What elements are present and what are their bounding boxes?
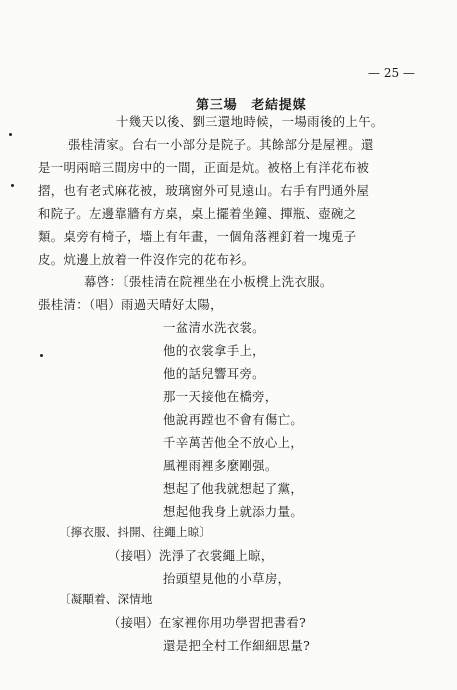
song-line: （接唱）洗淨了衣裳繩上晾， — [108, 548, 274, 563]
setting-line-5: 類。桌旁有椅子，墻上有年畫，一個角落裡釘着一塊兎子 — [38, 229, 357, 244]
song-line: （接唱）在家裡你用功學習把書看? — [108, 615, 307, 630]
setting-line-2: 是一明兩暗三間房中的一間，正面是炕。被格上有洋花布被 — [38, 160, 370, 175]
song-line: 想起他我身上就添力量。 — [163, 504, 304, 519]
song-line: 想起了他我就想起了黨， — [163, 481, 304, 496]
stage-direction: 〔擰衣服、抖開、往繩上晾〕 — [59, 525, 212, 539]
setting-line-4: 和院子。左邊靠牆有方桌，桌上擺着坐鐘、撣瓶、壺碗之 — [38, 206, 357, 221]
scan-speck — [40, 354, 43, 357]
song-line: 千辛萬苦他全不放心上， — [163, 435, 304, 450]
page-number: — 25 — — [368, 66, 415, 80]
song-line: 那一天接他在橋旁， — [163, 389, 278, 404]
setting-line-3: 摺，也有老式麻花被，玻璃窗外可見遠山。右手有門通外屋 — [38, 183, 370, 198]
song-line: 他說再蹚也不會有傷亡。 — [163, 412, 304, 427]
scan-speck — [9, 133, 12, 136]
song-line: 他的話兒響耳旁。 — [163, 366, 265, 381]
song-line: 他的衣裳拿手上， — [163, 343, 265, 358]
song-line: 還是把全村工作細細思量? — [163, 638, 311, 653]
setting-line-1: 張桂清家。台右一小部分是院子。其餘部分是屋裡。還 — [68, 137, 374, 152]
scan-speck — [11, 184, 14, 187]
song-line: 抬頭望見他的小草房， — [163, 571, 291, 586]
stage-direction: 〔凝顒着、深情地 — [59, 592, 153, 606]
song-line: 風裡雨裡多麼剛强。 — [163, 458, 278, 473]
song-line: 一盆清水洗衣裳。 — [163, 320, 265, 335]
speaker-line: 張桂清：（唱）雨過天晴好太陽， — [38, 297, 223, 312]
curtain-direction: 幕啓：〔張桂清在院裡坐在小板櫈上洗衣服。 — [84, 274, 333, 289]
scene-title: 第三場 老結提媒 — [196, 98, 307, 113]
time-line: 十幾天以後、劉三還地時候，一場雨後的上午。 — [116, 114, 384, 129]
setting-line-6: 皮。炕邊上放着一件沒作完的花布衫。 — [38, 252, 255, 267]
